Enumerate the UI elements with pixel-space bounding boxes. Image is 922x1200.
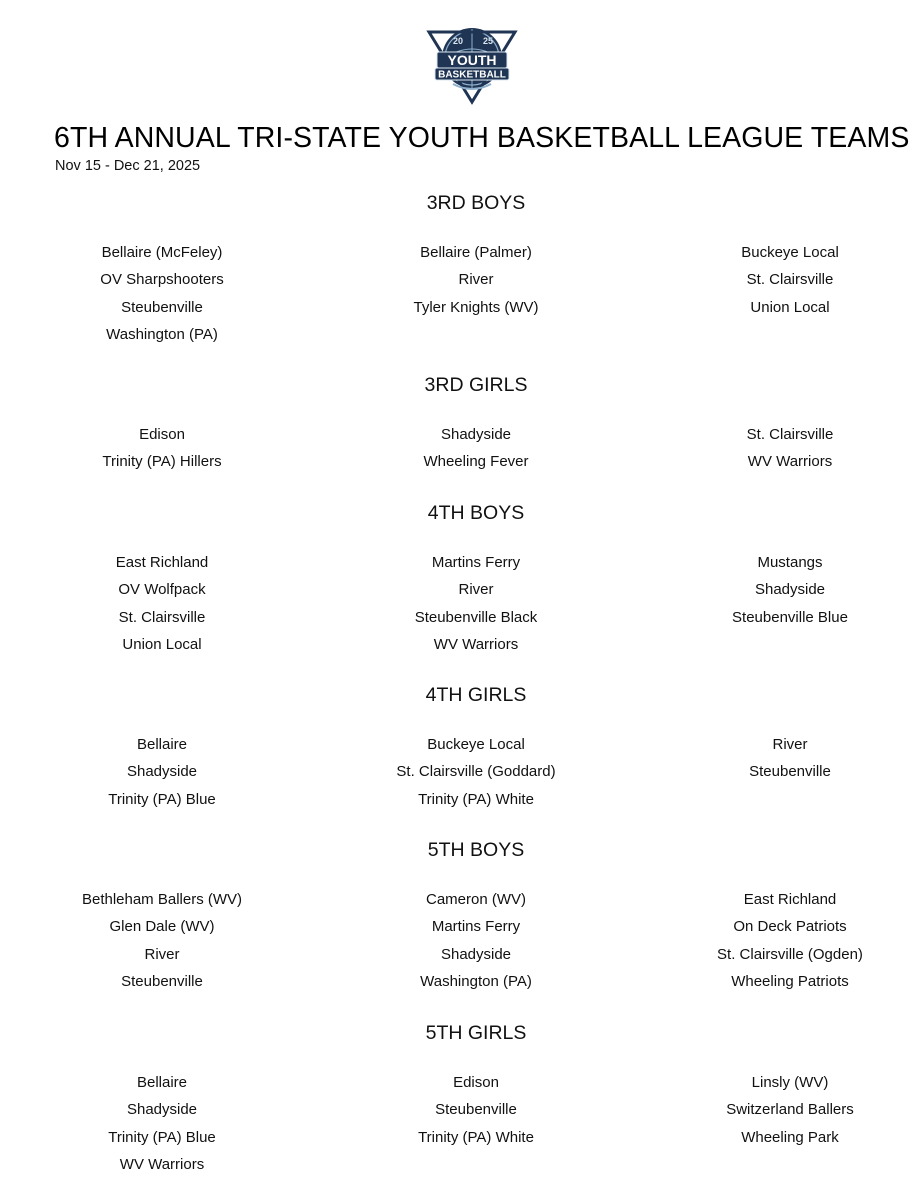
team-name: Edison (453, 1074, 499, 1091)
team-name: Shadyside (440, 426, 512, 443)
team-name: Washington (PA) (420, 972, 532, 990)
team-name: St. Clairsville (Ogden) (717, 945, 863, 963)
team-name: Shadyside (126, 1101, 198, 1119)
team-name: Bellaire (136, 1074, 188, 1091)
team-name: Glen Dale (WV) (109, 918, 215, 936)
logo-year-left: 20 (453, 36, 464, 46)
team-name: Shadyside (126, 763, 198, 781)
division-heading: 5TH BOYS (427, 839, 525, 861)
team-name: Bethleham Ballers (WV) (81, 891, 243, 908)
team-name: Trinity (PA) Hillers (102, 453, 222, 471)
team-name: Steubenville Black (414, 608, 538, 626)
team-name: OV Wolfpack (118, 581, 206, 599)
team-name: Washington (PA) (106, 325, 218, 343)
team-name: Union Local (122, 635, 202, 653)
team-name: Steubenville (435, 1101, 517, 1119)
team-name: Union Local (750, 298, 830, 316)
team-name: Edison (139, 426, 185, 443)
team-name: Linsly (WV) (751, 1074, 829, 1091)
team-name: East Richland (115, 554, 209, 571)
logo-word-bottom: BASKETBALL (438, 69, 506, 81)
team-name: Trinity (PA) White (418, 1128, 534, 1146)
league-logo-graphic (423, 22, 521, 106)
team-name: Wheeling Park (741, 1128, 839, 1146)
team-name: Bellaire (McFeley) (101, 244, 223, 261)
team-name: St. Clairsville (746, 426, 834, 443)
division-heading: 4TH BOYS (427, 502, 525, 524)
team-name: Steubenville (749, 763, 831, 781)
team-name: Shadyside (440, 945, 512, 963)
division-heading: 4TH GIRLS (425, 684, 527, 706)
team-name: Cameron (WV) (425, 891, 526, 908)
team-name: Tyler Knights (WV) (413, 298, 539, 316)
team-name: On Deck Patriots (733, 918, 847, 936)
team-name: Bellaire (136, 736, 188, 753)
team-name: Trinity (PA) White (418, 790, 534, 808)
league-logo (423, 22, 521, 106)
logo-word-top: YOUTH (447, 52, 497, 68)
team-name: Martins Ferry (431, 918, 521, 936)
team-name: Steubenville (121, 298, 203, 316)
division-heading: 3RD GIRLS (424, 374, 528, 396)
team-name: St. Clairsville (Goddard) (396, 763, 556, 781)
team-name: Buckeye Local (741, 244, 839, 261)
team-name: Wheeling Patriots (731, 972, 849, 990)
team-name: Steubenville (121, 972, 203, 990)
team-name: WV Warriors (119, 1155, 205, 1173)
team-name: WV Warriors (747, 453, 833, 471)
team-name: River (144, 945, 180, 963)
team-name: River (458, 271, 494, 289)
page-title: 6TH ANNUAL TRI-STATE YOUTH BASKETBALL LEAGUE TEAMS (54, 122, 910, 154)
team-name: Trinity (PA) Blue (108, 1128, 216, 1146)
team-name: Mustangs (757, 554, 823, 571)
team-name: River (772, 736, 808, 753)
division-heading: 5TH GIRLS (425, 1022, 527, 1044)
team-name: Bellaire (Palmer) (420, 244, 532, 261)
event-dates: Nov 15 - Dec 21, 2025 (55, 158, 201, 174)
team-name: Buckeye Local (427, 736, 525, 753)
team-name: Steubenville Blue (732, 608, 848, 626)
team-name: East Richland (743, 891, 837, 908)
team-name: Shadyside (754, 581, 826, 599)
logo-year-right: 25 (483, 36, 494, 46)
team-name: Wheeling Fever (423, 453, 529, 471)
team-name: St. Clairsville (746, 271, 834, 289)
team-name: OV Sharpshooters (100, 271, 224, 289)
team-name: Martins Ferry (431, 554, 521, 571)
team-name: St. Clairsville (118, 608, 206, 626)
team-name: WV Warriors (433, 635, 519, 653)
team-name: Trinity (PA) Blue (108, 790, 216, 808)
team-name: River (458, 581, 494, 599)
team-name: Switzerland Ballers (726, 1101, 854, 1119)
division-heading: 3RD BOYS (426, 192, 526, 214)
